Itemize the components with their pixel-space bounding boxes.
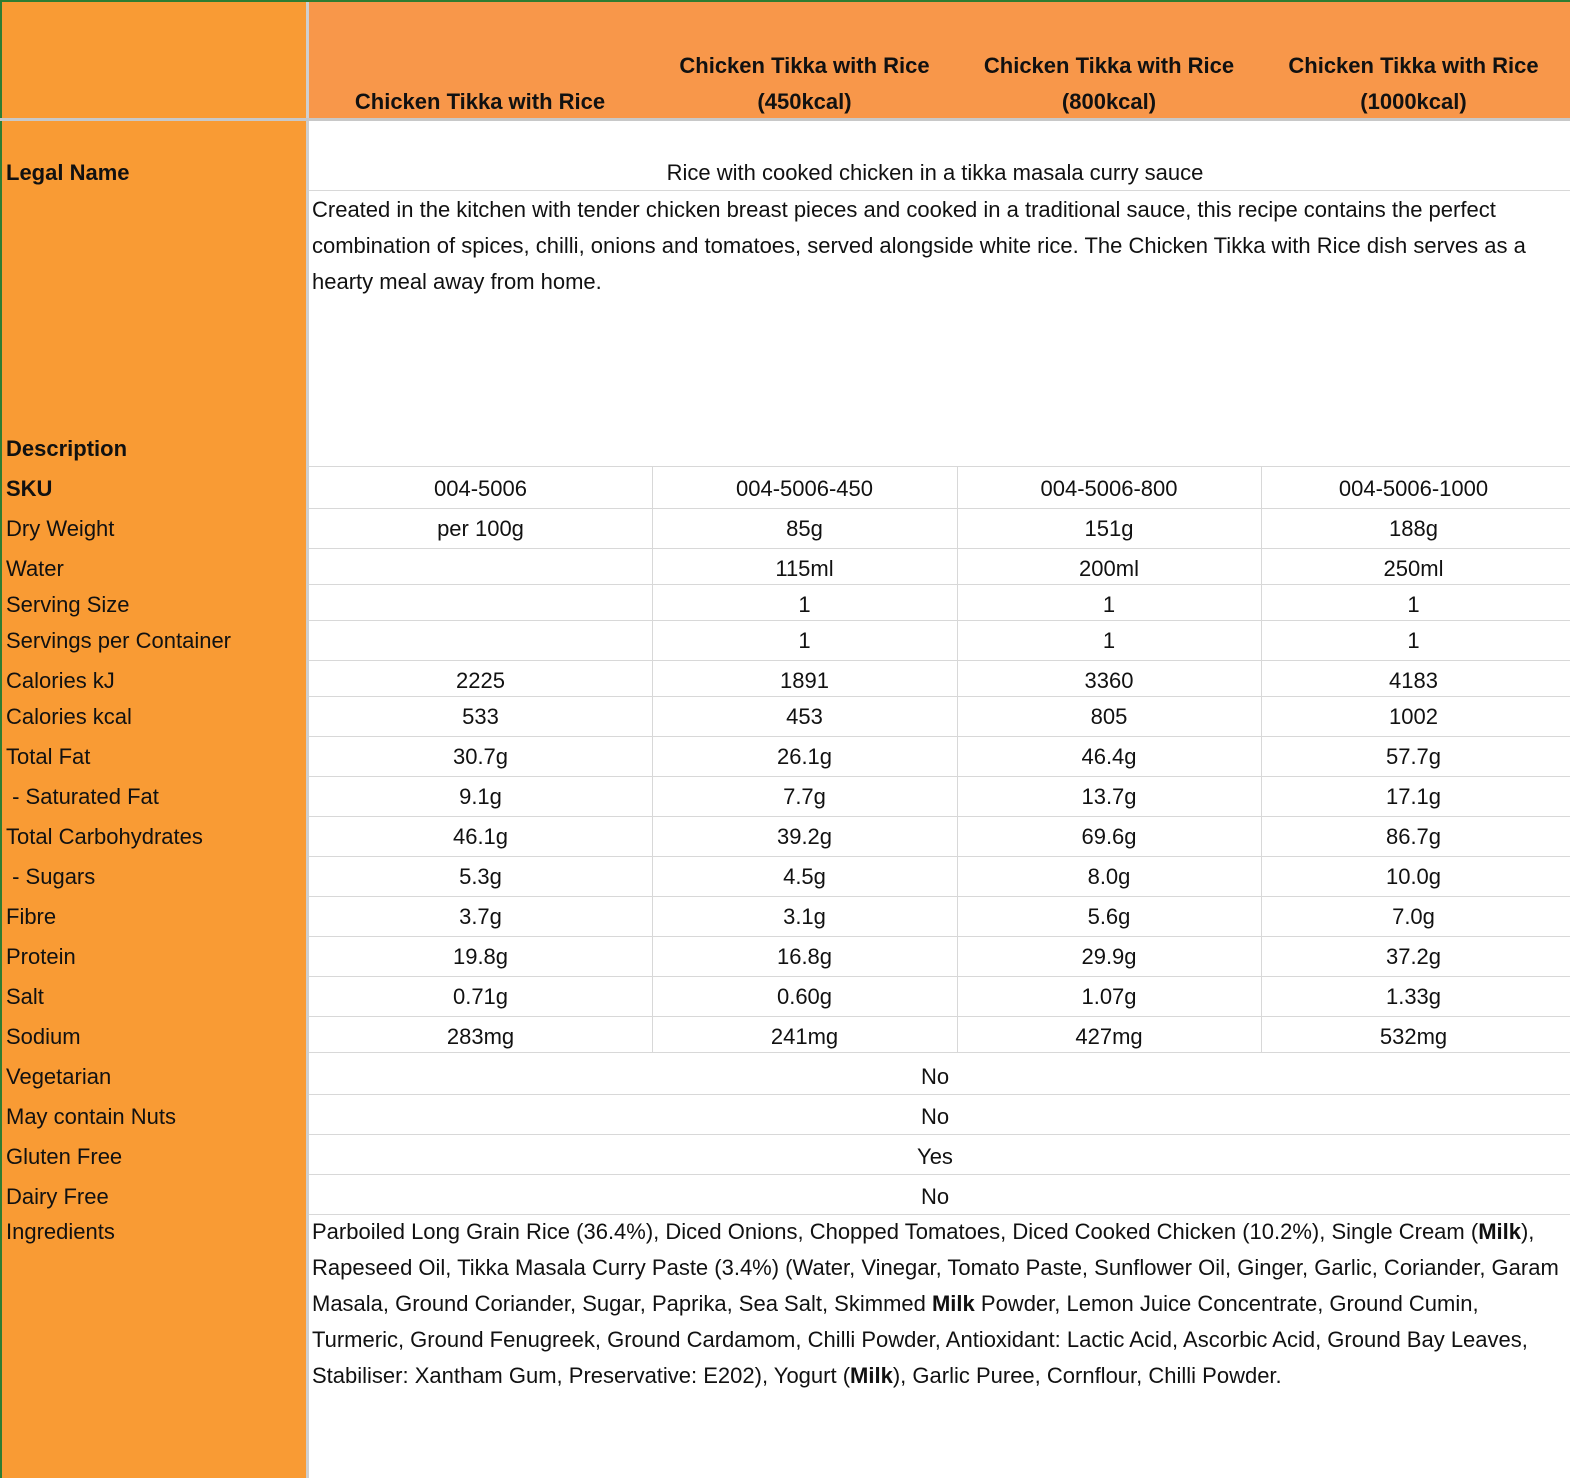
grid-line bbox=[309, 1052, 1570, 1053]
left-border bbox=[0, 0, 2, 1478]
table-cell[interactable]: 0.71g bbox=[452, 984, 509, 1009]
table-cell[interactable]: 0.60g bbox=[776, 984, 833, 1009]
table-cell[interactable]: 200ml bbox=[1079, 556, 1139, 581]
ingredients-text: ), Garlic Puree, Cornflour, Chilli Powder. bbox=[892, 1363, 1282, 1388]
table-cell[interactable] bbox=[309, 590, 652, 620]
label-column bbox=[0, 0, 306, 1478]
column-header-4-line1: Chicken Tikka with Rice bbox=[1288, 53, 1539, 78]
table-cell[interactable]: 4.5g bbox=[783, 864, 826, 889]
flag-label: Vegetarian bbox=[6, 1064, 112, 1089]
grid-line bbox=[309, 584, 1570, 585]
grid-line bbox=[309, 508, 1570, 509]
table-cell[interactable]: 1 bbox=[1407, 628, 1420, 653]
grid-line bbox=[957, 466, 958, 1052]
grid-line bbox=[309, 466, 1570, 467]
grid-line bbox=[309, 1134, 1570, 1135]
table-cell[interactable]: 2225 bbox=[456, 668, 505, 693]
allergen-highlight: Milk bbox=[850, 1363, 893, 1388]
table-cell[interactable]: 39.2g bbox=[776, 824, 833, 849]
table-cell[interactable]: 85g bbox=[786, 516, 823, 541]
grid-line bbox=[309, 816, 1570, 817]
table-cell[interactable]: 16.8g bbox=[776, 944, 833, 969]
table-cell[interactable]: 57.7g bbox=[1385, 744, 1442, 769]
table-cell[interactable]: 1891 bbox=[780, 668, 829, 693]
table-cell[interactable]: 5.6g bbox=[1087, 904, 1131, 929]
grid-line bbox=[309, 696, 1570, 697]
flag-value[interactable]: No bbox=[920, 1104, 950, 1129]
grid-line bbox=[309, 1094, 1570, 1095]
table-cell[interactable]: 1 bbox=[1407, 592, 1420, 617]
row-label: - Sugars bbox=[6, 864, 96, 889]
table-cell[interactable]: 1 bbox=[798, 628, 811, 653]
table-cell[interactable]: 17.1g bbox=[1385, 784, 1442, 809]
table-cell[interactable]: 3.1g bbox=[783, 904, 826, 929]
row-label: Calories kJ bbox=[6, 668, 115, 693]
table-cell[interactable]: 8.0g bbox=[1087, 864, 1131, 889]
flag-value[interactable]: Yes bbox=[917, 1144, 953, 1169]
table-cell[interactable]: 1 bbox=[1102, 628, 1116, 653]
column-header-2-line1: Chicken Tikka with Rice bbox=[679, 53, 930, 78]
table-cell[interactable]: 46.1g bbox=[452, 824, 509, 849]
row-label: Total Fat bbox=[6, 744, 91, 769]
table-cell[interactable]: 1 bbox=[798, 592, 811, 617]
table-cell[interactable]: 004-5006-450 bbox=[735, 476, 873, 501]
grid-line bbox=[309, 976, 1570, 977]
grid-line bbox=[309, 896, 1570, 897]
row-label: Dry Weight bbox=[6, 516, 115, 541]
table-cell[interactable]: 7.0g bbox=[1392, 904, 1435, 929]
table-cell[interactable]: 69.6g bbox=[1081, 824, 1137, 849]
ingredients-text: Powder, Lemon Juice Concentrate, Ground Cumin, Turmeric, Ground Fenugreek, Ground Cardamom, Chilli Powder, Antioxidant: Lactic Acid, Ascorbic Acid, Ground Bay Leaves, Stabiliser: Xantham Gum, Preservative: E202), Yogurt ( bbox=[312, 1291, 1528, 1388]
grid-line bbox=[309, 856, 1570, 857]
table-cell[interactable]: 37.2g bbox=[1385, 944, 1442, 969]
table-cell[interactable]: 19.8g bbox=[452, 944, 509, 969]
table-cell[interactable]: 3360 bbox=[1084, 668, 1134, 693]
row-label: SKU bbox=[6, 476, 53, 501]
grid-line bbox=[309, 936, 1570, 937]
table-cell[interactable]: 533 bbox=[462, 704, 499, 729]
top-border bbox=[0, 0, 1570, 2]
table-cell[interactable]: 1002 bbox=[1389, 704, 1438, 729]
column-header-3-line1: Chicken Tikka with Rice bbox=[983, 53, 1235, 78]
table-cell[interactable]: 1 bbox=[1102, 592, 1116, 617]
table-cell[interactable]: 241mg bbox=[770, 1024, 839, 1049]
row-label: Fibre bbox=[6, 904, 57, 929]
table-cell[interactable]: 250ml bbox=[1383, 556, 1444, 581]
grid-line bbox=[309, 660, 1570, 661]
grid-line bbox=[309, 190, 1570, 191]
table-cell[interactable]: 115ml bbox=[775, 556, 834, 581]
column-header-1[interactable] bbox=[309, 48, 651, 120]
grid-line bbox=[309, 1174, 1570, 1175]
grid-line bbox=[1261, 466, 1262, 1052]
grid-line bbox=[309, 736, 1570, 737]
table-cell[interactable]: 26.1g bbox=[776, 744, 833, 769]
column-header-2-line2: (450kcal) bbox=[757, 89, 852, 114]
row-label: Serving Size bbox=[6, 592, 130, 617]
allergen-highlight: Milk bbox=[931, 1291, 975, 1316]
table-cell[interactable]: 188g bbox=[1389, 516, 1438, 541]
flag-value[interactable]: No bbox=[920, 1064, 950, 1089]
grid-line bbox=[309, 548, 1570, 549]
table-cell[interactable]: 453 bbox=[786, 704, 823, 729]
row-label: Total Carbohydrates bbox=[6, 824, 203, 849]
table-cell[interactable]: 46.4g bbox=[1081, 744, 1137, 769]
column-header-2[interactable] bbox=[652, 48, 957, 120]
table-cell[interactable]: 283mg bbox=[446, 1024, 515, 1049]
allergen-highlight: Milk bbox=[1478, 1219, 1521, 1244]
grid-line bbox=[309, 620, 1570, 621]
row-label: Protein bbox=[6, 944, 76, 969]
column-header-1-line1: Chicken Tikka with Rice bbox=[354, 89, 606, 114]
column-header-4-line2: (1000kcal) bbox=[1360, 89, 1467, 114]
row-label: Servings per Container bbox=[6, 628, 232, 653]
table-cell[interactable]: 10.0g bbox=[1385, 864, 1442, 889]
flag-label: May contain Nuts bbox=[6, 1104, 176, 1129]
ingredients-text: Parboiled Long Grain Rice (36.4%), Diced Onions, Chopped Tomatoes, Diced Cooked Chicken (10.2%), Single Cream ( bbox=[312, 1219, 1479, 1244]
table-cell[interactable]: 427mg bbox=[1075, 1024, 1143, 1049]
table-cell[interactable]: 004-5006 bbox=[434, 476, 527, 501]
label-ingredients: Ingredients bbox=[6, 1219, 115, 1244]
description-value[interactable]: Created in the kitchen with tender chicken breast pieces and cooked in a traditional sauce, this recipe contains the perfect combination of spices, chilli, onions and tomatoes, served alongside white rice. The Chicken Tikka with Rice dish serves as a hearty meal away from home. bbox=[312, 197, 1526, 294]
flag-label: Gluten Free bbox=[6, 1144, 123, 1169]
grid-line bbox=[309, 1016, 1570, 1017]
table-cell[interactable]: 532mg bbox=[1379, 1024, 1448, 1049]
table-cell[interactable]: 29.9g bbox=[1081, 944, 1137, 969]
flag-label: Dairy Free bbox=[6, 1184, 109, 1209]
table-cell[interactable]: 86.7g bbox=[1385, 824, 1442, 849]
table-cell[interactable]: 3.7g bbox=[459, 904, 502, 929]
ingredients-value[interactable] bbox=[312, 1214, 1564, 1464]
label-description: Description bbox=[6, 436, 128, 461]
grid-line bbox=[309, 776, 1570, 777]
column-header-4[interactable] bbox=[1261, 48, 1566, 120]
column-divider bbox=[306, 0, 309, 1478]
table-cell[interactable]: 13.7g bbox=[1081, 784, 1137, 809]
row-label: Calories kcal bbox=[6, 704, 132, 729]
label-legal-name: Legal Name bbox=[6, 160, 130, 185]
row-label: Water bbox=[6, 556, 64, 581]
table-cell[interactable]: 30.7g bbox=[452, 744, 509, 769]
table-cell[interactable] bbox=[309, 554, 652, 584]
grid-line bbox=[652, 466, 653, 1052]
table-cell[interactable]: 4183 bbox=[1389, 668, 1438, 693]
table-cell[interactable]: 805 bbox=[1090, 704, 1128, 729]
column-header-3[interactable] bbox=[957, 48, 1261, 120]
table-cell[interactable]: 004-5006-800 bbox=[1040, 476, 1178, 501]
table-cell[interactable]: 9.1g bbox=[459, 784, 502, 809]
column-header-3-line2: (800kcal) bbox=[1061, 89, 1157, 114]
table-cell[interactable]: 1.07g bbox=[1081, 984, 1137, 1009]
row-label: Sodium bbox=[6, 1024, 81, 1049]
table-cell[interactable]: 1.33g bbox=[1385, 984, 1442, 1009]
table-cell[interactable]: 5.3g bbox=[459, 864, 502, 889]
row-label: Salt bbox=[6, 984, 44, 1009]
table-cell[interactable]: 7.7g bbox=[783, 784, 826, 809]
flag-value[interactable]: No bbox=[920, 1184, 950, 1209]
ingredients-text: ), Rapeseed Oil, Tikka Masala Curry Paste (3.4%) (Water, Vinegar, Tomato Paste, Sunflower Oil, Ginger, Garlic, Coriander, Garam Masala, Ground Coriander, Sugar, Paprika, Sea Salt, Skimmed bbox=[312, 1219, 1559, 1316]
table-cell[interactable]: 004-5006-1000 bbox=[1338, 476, 1489, 501]
table-cell[interactable] bbox=[309, 626, 652, 656]
table-cell[interactable]: 151g bbox=[1084, 516, 1134, 541]
row-label: - Saturated Fat bbox=[6, 784, 159, 809]
legal-name-value[interactable]: Rice with cooked chicken in a tikka masala curry sauce bbox=[666, 160, 1204, 185]
table-cell[interactable]: per 100g bbox=[437, 516, 524, 541]
